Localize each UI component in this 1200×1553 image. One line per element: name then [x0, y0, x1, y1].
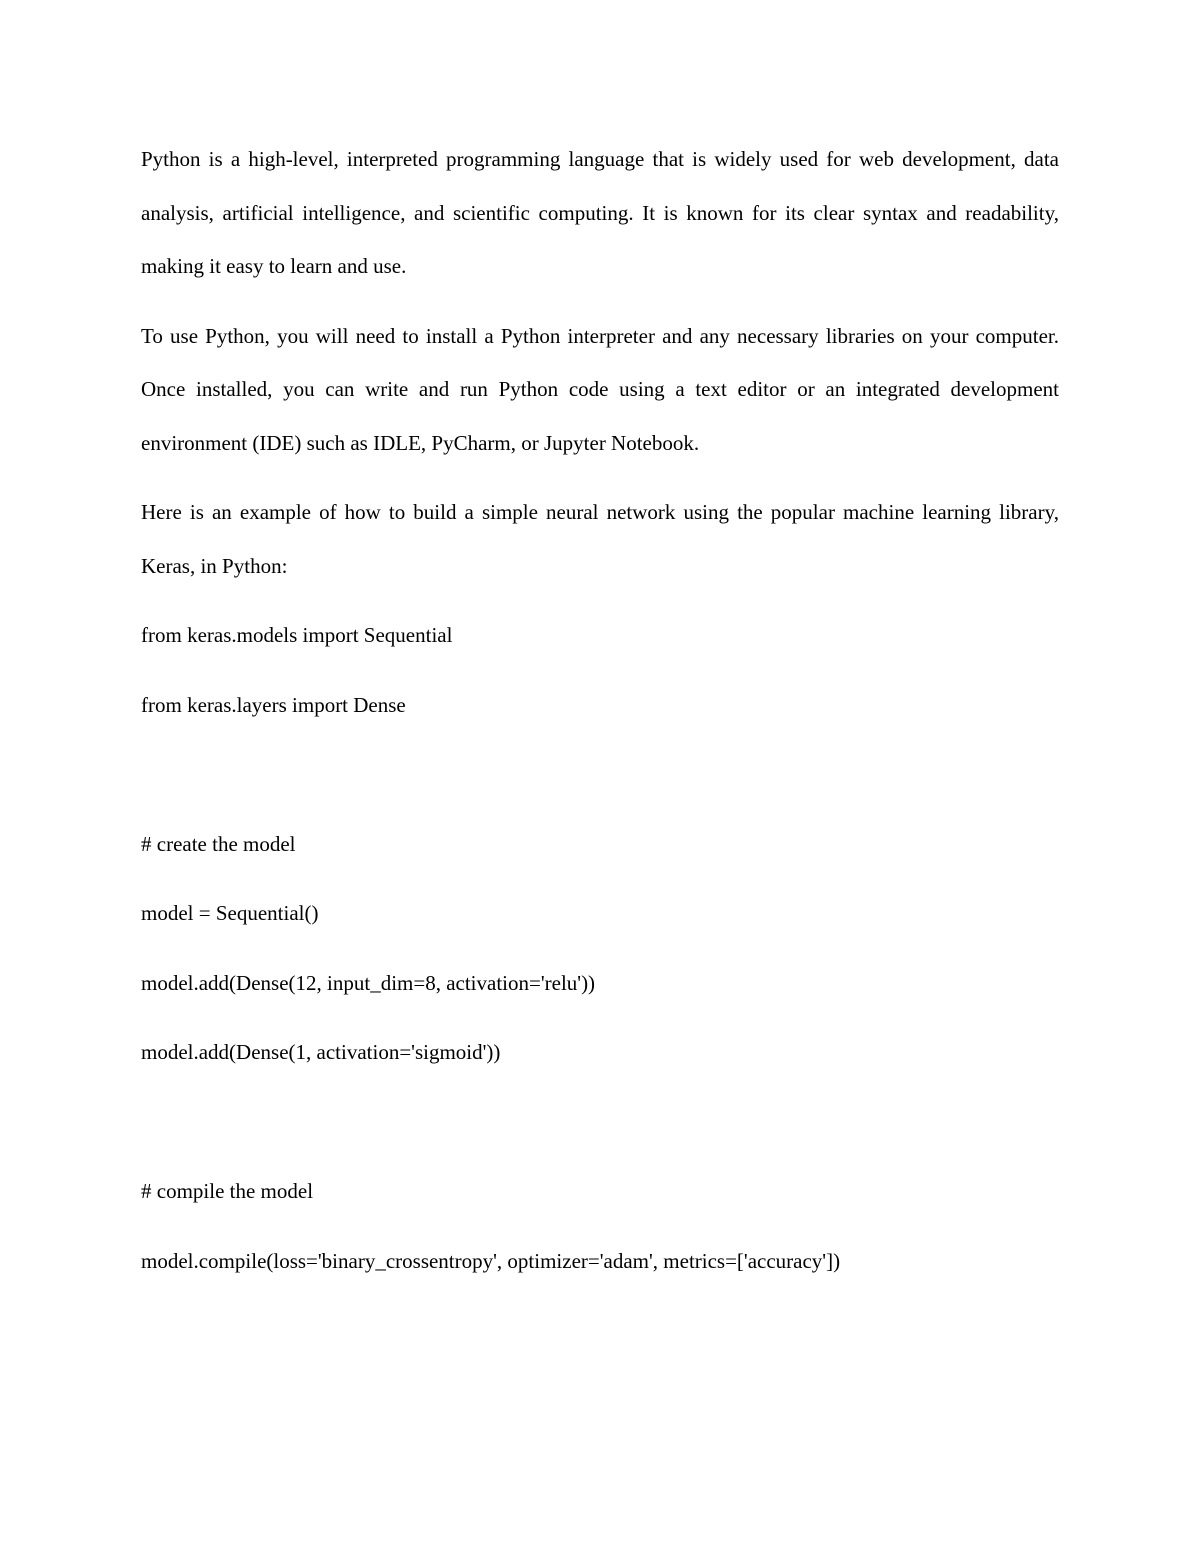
code-line-add-dense-sigmoid: model.add(Dense(1, activation='sigmoid')): [141, 1040, 501, 1064]
blank-line: [141, 1096, 1059, 1150]
code-line-import-dense: from keras.layers import Dense: [141, 692, 406, 717]
code-line-model-init: model = Sequential(): [141, 901, 319, 925]
code-comment-create-model: # create the model: [141, 831, 296, 856]
intro-paragraph: Python is a high-level, interpreted programming language that is widely used for web development, data analysis, artificial intelligence, and scientific computing. It is known for its clear syntax and readability, making it easy to learn and use.: [141, 147, 1059, 278]
code-line-import-sequential: from keras.models import Sequential: [141, 623, 453, 647]
code-comment-compile-model: # compile the model: [141, 1179, 314, 1203]
code-line-compile: model.compile(loss='binary_crossentropy', optimizer='adam', metrics=['accuracy']): [141, 1248, 841, 1273]
blank-line: [141, 748, 1059, 802]
example-intro-paragraph: Here is an example of how to build a simple neural network using the popular machine learning library, Keras, in Python:: [141, 500, 1059, 578]
code-line-add-dense-relu: model.add(Dense(12, input_dim=8, activation='relu')): [141, 970, 596, 995]
install-paragraph: To use Python, you will need to install a Python interpreter and any necessary libraries on your computer. Once installed, you can write and run Python code using a text editor or an integrated development environment (IDE) such as IDLE, PyCharm, or Jupyter Notebook.: [141, 323, 1059, 455]
document-body: [141, 133, 1059, 1304]
